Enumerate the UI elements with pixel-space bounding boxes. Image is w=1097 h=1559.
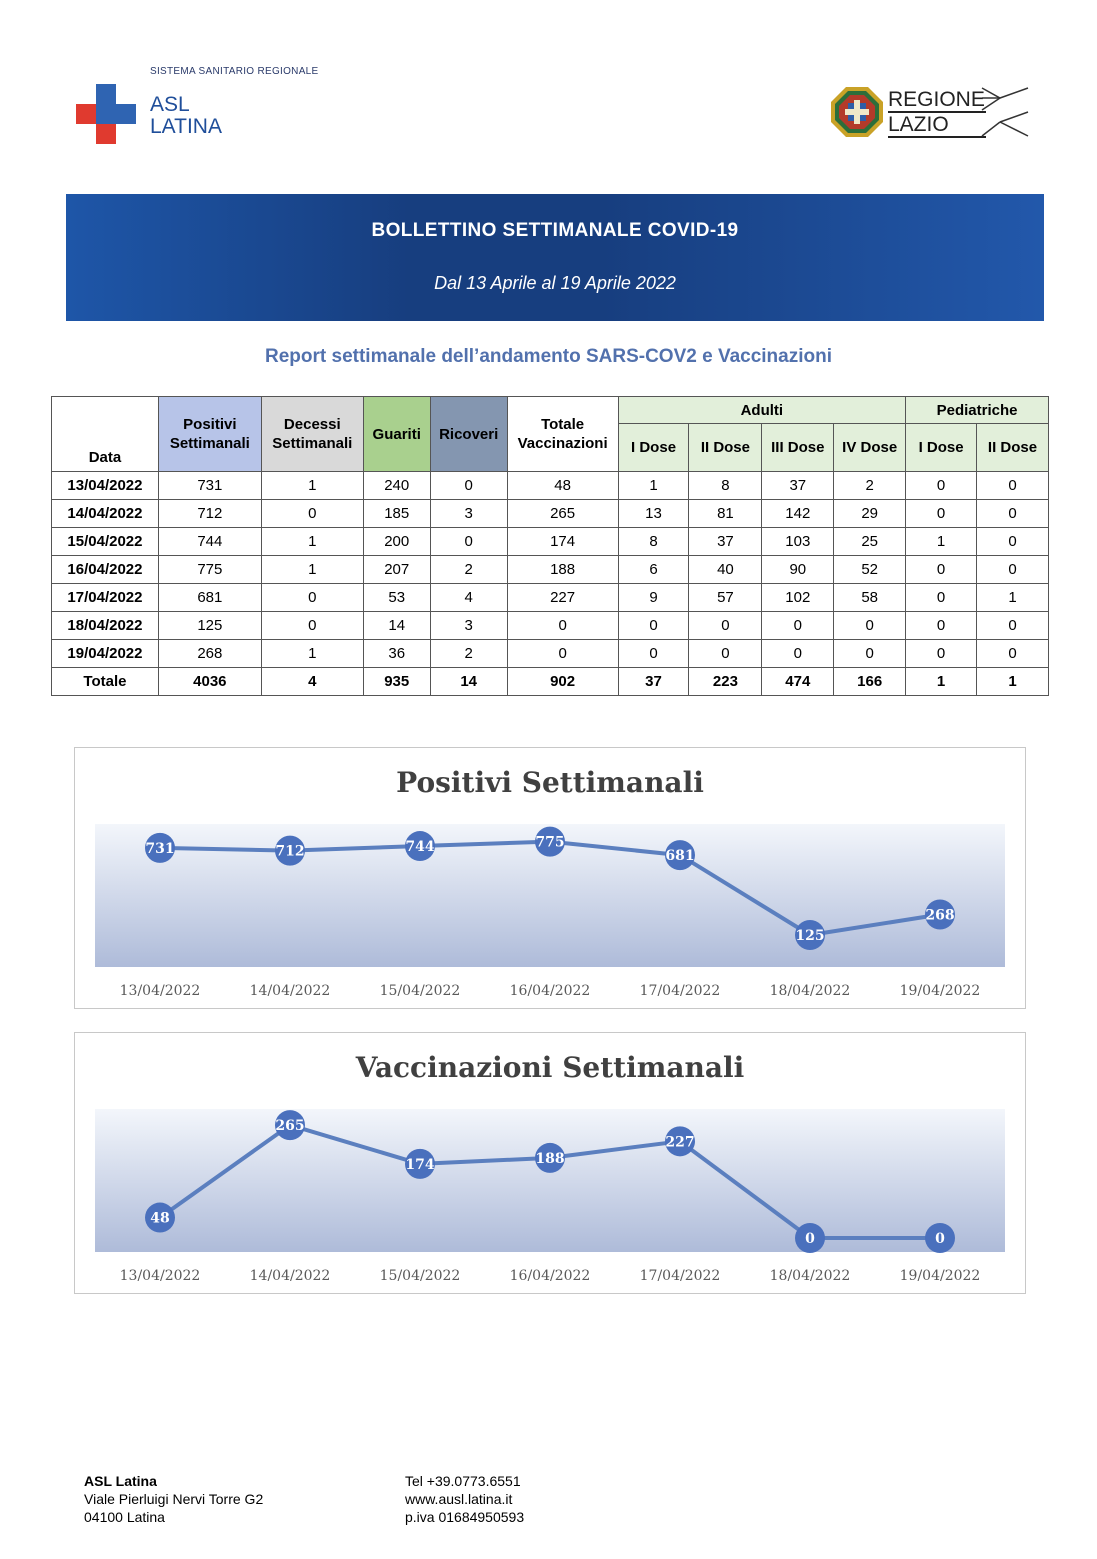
- data-label: 681: [665, 848, 695, 865]
- cell-value: 265: [507, 500, 618, 528]
- cell-value: 4036: [158, 668, 261, 696]
- vaccinazioni-chart-plot: [75, 1033, 1027, 1295]
- x-tick-label: 18/04/2022: [769, 1268, 851, 1284]
- cell-date: 16/04/2022: [52, 556, 159, 584]
- vaccinazioni-chart: [74, 1032, 1026, 1294]
- cell-value: 0: [430, 528, 507, 556]
- cell-value: 53: [363, 584, 430, 612]
- cell-value: 207: [363, 556, 430, 584]
- data-label: 712: [275, 843, 305, 860]
- data-label: 227: [665, 1134, 695, 1151]
- header-decessi: Decessi Settimanali: [261, 397, 363, 472]
- cell-value: 0: [261, 500, 363, 528]
- cell-value: 1: [261, 640, 363, 668]
- asl-name: ASL LATINA: [150, 93, 222, 138]
- cell-value: 0: [977, 556, 1049, 584]
- asl-latina-logo: [76, 64, 356, 144]
- cell-value: 0: [689, 640, 762, 668]
- x-tick-label: 16/04/2022: [509, 1268, 591, 1284]
- cell-value: 1: [261, 556, 363, 584]
- cell-value: 13: [618, 500, 689, 528]
- cell-value: 185: [363, 500, 430, 528]
- footer-org: ASL Latina: [84, 1473, 157, 1489]
- cell-date: 18/04/2022: [52, 612, 159, 640]
- x-tick-label: 19/04/2022: [899, 1268, 981, 1284]
- cell-value: 0: [977, 472, 1049, 500]
- x-tick-label: 15/04/2022: [379, 983, 461, 999]
- data-label: 174: [405, 1156, 435, 1173]
- data-label: 125: [795, 928, 825, 945]
- cell-value: 2: [430, 556, 507, 584]
- x-tick-label: 13/04/2022: [119, 1268, 201, 1284]
- cell-value: 0: [906, 612, 977, 640]
- cell-value: 8: [618, 528, 689, 556]
- cell-value: 935: [363, 668, 430, 696]
- footer-address: [84, 1472, 263, 1526]
- table-total-row: [52, 668, 1049, 696]
- cell-value: 174: [507, 528, 618, 556]
- cell-value: 37: [689, 528, 762, 556]
- header-pediatriche: Pediatriche: [906, 397, 1049, 424]
- cell-date: Totale: [52, 668, 159, 696]
- header-ped-ii-dose: II Dose: [977, 424, 1049, 472]
- cell-value: 57: [689, 584, 762, 612]
- cell-value: 775: [158, 556, 261, 584]
- cell-value: 240: [363, 472, 430, 500]
- cell-value: 227: [507, 584, 618, 612]
- cell-value: 0: [689, 612, 762, 640]
- table-row: [52, 556, 1049, 584]
- cell-value: 0: [762, 612, 834, 640]
- cell-value: 2: [430, 640, 507, 668]
- cell-value: 166: [834, 668, 906, 696]
- cell-value: 0: [906, 472, 977, 500]
- report-title: Report settimanale dell’andamento SARS-COV2 e Vaccinazioni: [265, 346, 832, 367]
- data-label: 775: [535, 834, 565, 851]
- cell-value: 36: [363, 640, 430, 668]
- cell-value: 125: [158, 612, 261, 640]
- cell-value: 0: [906, 584, 977, 612]
- cell-value: 0: [507, 640, 618, 668]
- cell-value: 1: [906, 528, 977, 556]
- cell-value: 37: [762, 472, 834, 500]
- cell-date: 17/04/2022: [52, 584, 159, 612]
- table-row: [52, 584, 1049, 612]
- data-label: 744: [405, 839, 435, 856]
- header-guariti: Guariti: [363, 397, 430, 472]
- cell-value: 200: [363, 528, 430, 556]
- cell-value: 0: [834, 640, 906, 668]
- cell-value: 0: [618, 640, 689, 668]
- cell-value: 29: [834, 500, 906, 528]
- footer-web[interactable]: www.ausl.latina.it: [405, 1491, 513, 1507]
- cell-value: 58: [834, 584, 906, 612]
- cell-value: 0: [977, 640, 1049, 668]
- cell-value: 48: [507, 472, 618, 500]
- cell-value: 0: [977, 500, 1049, 528]
- data-label: 265: [275, 1118, 305, 1135]
- cell-value: 744: [158, 528, 261, 556]
- x-tick-label: 14/04/2022: [249, 983, 331, 999]
- header-iv-dose: IV Dose: [834, 424, 906, 472]
- positivi-chart: [74, 747, 1026, 1009]
- cell-value: 223: [689, 668, 762, 696]
- vaccinazioni-chart-title: Vaccinazioni Settimanali: [355, 1051, 745, 1084]
- cell-value: 52: [834, 556, 906, 584]
- cell-value: 25: [834, 528, 906, 556]
- data-label: 0: [935, 1231, 945, 1247]
- x-tick-label: 18/04/2022: [769, 983, 851, 999]
- cell-value: 474: [762, 668, 834, 696]
- cell-value: 14: [430, 668, 507, 696]
- cell-value: 731: [158, 472, 261, 500]
- header-iii-dose: III Dose: [762, 424, 834, 472]
- cell-value: 9: [618, 584, 689, 612]
- header-totale-vaccinazioni: Totale Vaccinazioni: [507, 397, 618, 472]
- cell-value: 0: [261, 612, 363, 640]
- footer-address-line2: 04100 Latina: [84, 1509, 165, 1525]
- cell-value: 81: [689, 500, 762, 528]
- cell-value: 40: [689, 556, 762, 584]
- table-row: [52, 500, 1049, 528]
- asl-tagline: SISTEMA SANITARIO REGIONALE: [150, 66, 319, 77]
- bulletin-title: BOLLETTINO SETTIMANALE COVID-19: [371, 220, 739, 241]
- cell-date: 13/04/2022: [52, 472, 159, 500]
- cell-value: 0: [977, 528, 1049, 556]
- header-adulti: Adulti: [618, 397, 906, 424]
- footer-piva: p.iva 01684950593: [405, 1509, 525, 1525]
- x-tick-label: 14/04/2022: [249, 1268, 331, 1284]
- cell-value: 268: [158, 640, 261, 668]
- cell-value: 103: [762, 528, 834, 556]
- cell-value: 37: [618, 668, 689, 696]
- cell-value: 102: [762, 584, 834, 612]
- footer-address-line1: Viale Pierluigi Nervi Torre G2: [84, 1491, 264, 1507]
- cell-value: 0: [430, 472, 507, 500]
- cell-value: 0: [977, 612, 1049, 640]
- x-tick-label: 19/04/2022: [899, 983, 981, 999]
- x-tick-label: 16/04/2022: [509, 983, 591, 999]
- cell-value: 0: [261, 584, 363, 612]
- table-row: [52, 472, 1049, 500]
- cell-value: 0: [507, 612, 618, 640]
- cell-date: 15/04/2022: [52, 528, 159, 556]
- data-label: 0: [805, 1231, 815, 1247]
- cell-value: 0: [906, 640, 977, 668]
- cell-value: 142: [762, 500, 834, 528]
- header-ped-i-dose: I Dose: [906, 424, 977, 472]
- cell-date: 19/04/2022: [52, 640, 159, 668]
- positivi-chart-plot: [75, 748, 1027, 1010]
- regione-lazio-emblem-icon: [830, 86, 884, 138]
- data-label: 188: [535, 1150, 565, 1167]
- lazio-chevrons-icon: [980, 84, 1030, 140]
- cell-value: 8: [689, 472, 762, 500]
- red-cross-icon: [76, 84, 136, 144]
- header-i-dose: I Dose: [618, 424, 689, 472]
- cell-value: 4: [430, 584, 507, 612]
- x-tick-label: 13/04/2022: [119, 983, 201, 999]
- cell-value: 3: [430, 500, 507, 528]
- cell-value: 14: [363, 612, 430, 640]
- chart-plot-area: [95, 1109, 1005, 1252]
- cell-value: 681: [158, 584, 261, 612]
- covid-report-table: [51, 396, 1049, 696]
- data-label: 731: [145, 840, 175, 857]
- cell-value: 1: [977, 584, 1049, 612]
- cell-value: 0: [834, 612, 906, 640]
- header-positivi: Positivi Settimanali: [158, 397, 261, 472]
- data-label: 48: [150, 1210, 170, 1227]
- cell-value: 3: [430, 612, 507, 640]
- cell-value: 1: [261, 472, 363, 500]
- header-ricoveri: Ricoveri: [430, 397, 507, 472]
- cell-value: 188: [507, 556, 618, 584]
- regione-lazio-logo: [830, 84, 1030, 140]
- table-row: [52, 612, 1049, 640]
- x-tick-label: 17/04/2022: [639, 1268, 721, 1284]
- data-label: 268: [925, 907, 955, 924]
- cell-date: 14/04/2022: [52, 500, 159, 528]
- bulletin-banner: [66, 194, 1044, 321]
- cell-value: 90: [762, 556, 834, 584]
- bulletin-period: Dal 13 Aprile al 19 Aprile 2022: [434, 273, 676, 293]
- cell-value: 6: [618, 556, 689, 584]
- cell-value: 2: [834, 472, 906, 500]
- cell-value: 0: [762, 640, 834, 668]
- cell-value: 4: [261, 668, 363, 696]
- cell-value: 0: [906, 556, 977, 584]
- x-tick-label: 15/04/2022: [379, 1268, 461, 1284]
- header-ii-dose: II Dose: [689, 424, 762, 472]
- cell-value: 0: [906, 500, 977, 528]
- table-row: [52, 528, 1049, 556]
- cell-value: 902: [507, 668, 618, 696]
- cell-value: 712: [158, 500, 261, 528]
- cell-value: 1: [618, 472, 689, 500]
- table-row: [52, 640, 1049, 668]
- cell-value: 1: [261, 528, 363, 556]
- cell-value: 1: [977, 668, 1049, 696]
- positivi-chart-title: Positivi Settimanali: [396, 766, 704, 799]
- header-data: Data: [52, 397, 159, 472]
- x-tick-label: 17/04/2022: [639, 983, 721, 999]
- footer-tel: Tel +39.0773.6551: [405, 1473, 521, 1489]
- footer-contacts: [405, 1472, 524, 1526]
- cell-value: 1: [906, 668, 977, 696]
- regione-lazio-wordmark: REGIONE LAZIO: [888, 88, 985, 136]
- cell-value: 0: [618, 612, 689, 640]
